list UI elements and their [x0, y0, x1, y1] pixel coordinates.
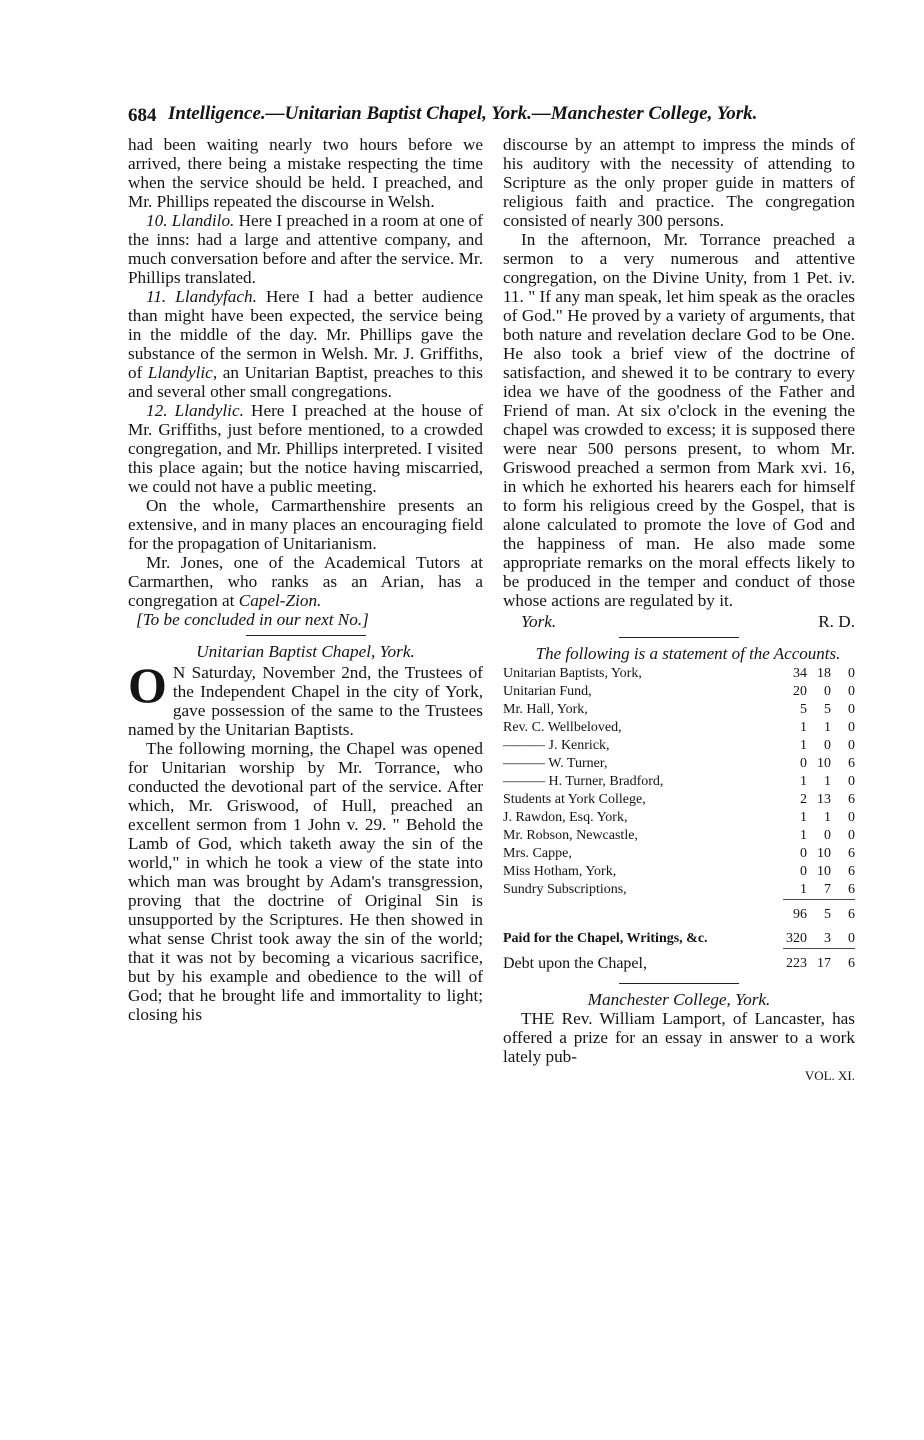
right-column	[503, 135, 855, 1085]
paragraph	[128, 287, 483, 401]
paragraph	[128, 211, 483, 287]
amount-shillings: 10	[817, 846, 831, 861]
account-row	[503, 773, 855, 791]
paragraph	[128, 657, 483, 739]
amount-pounds: 0	[800, 756, 807, 771]
section-divider	[246, 635, 366, 636]
accounts-table	[503, 665, 855, 973]
amount-shillings: 13	[817, 792, 831, 807]
account-row	[503, 863, 855, 881]
amount-pence: 0	[848, 931, 855, 946]
amount-shillings: 7	[824, 882, 831, 897]
amount-pence: 0	[848, 810, 855, 825]
entry-label: 12. Llandylic.	[146, 401, 244, 420]
amount-pounds: 1	[800, 720, 807, 735]
amount-pence: 6	[848, 756, 855, 771]
amount-pounds: 0	[800, 846, 807, 861]
account-name: Debt upon the Chapel,	[503, 954, 647, 972]
account-name: Sundry Subscriptions,	[503, 882, 627, 897]
place-name: Llandylic	[147, 363, 213, 382]
amount-shillings: 1	[824, 810, 831, 825]
account-name: ——— W. Turner,	[503, 756, 608, 771]
amount-pence: 0	[848, 738, 855, 753]
amount-pounds: 34	[793, 666, 807, 681]
account-name: ——— H. Turner, Bradford,	[503, 774, 664, 789]
amount-pence: 6	[831, 900, 855, 925]
amount-shillings: 5	[807, 900, 831, 925]
amount-pounds: 5	[800, 702, 807, 717]
account-row	[503, 665, 855, 683]
account-row	[503, 809, 855, 827]
amount-shillings: 18	[817, 666, 831, 681]
amount-pence: 6	[848, 882, 855, 897]
paragraph: In the afternoon, Mr. Torrance preached a sermon to a very numerous and attentive congregation, on the Divine Unity, from 1 Pet. iv. 11. " If any man speak, let him speak as the oracles of God." He proved by a variety of arguments, that both nature and revelation declare God to be One. He also took a brief view of the doctrine of satisfaction, and shewed it to be contrary to every idea we have of the goodness of the Father and Friend of man. At six o'clock in the evening the chapel was crowded to excess; it is supposed there were near 500 persons present, to whom Mr. Griswood preached a sermon from Mark xvi. 16, in which he exhorted his hearers each for himself to form his religious creed by the Gospel, that is alone calculated to promote the love of God and the happiness of man. He also made some appropriate remarks on the moral effects likely to be produced in the temper and conduct of those whose actions are regulated by it.	[503, 230, 855, 610]
account-name: Mr. Hall, York,	[503, 702, 588, 717]
amount-pounds: 1	[800, 882, 807, 897]
amount-pence: 0	[848, 666, 855, 681]
amount-shillings: 0	[824, 738, 831, 753]
amount-pence: 0	[848, 684, 855, 699]
amount-shillings: 1	[824, 720, 831, 735]
amount-pounds: 1	[800, 738, 807, 753]
account-name: Mrs. Cappe,	[503, 846, 572, 861]
amount-shillings: 17	[807, 949, 831, 974]
accounts-heading: The following is a statement of the Accounts.	[535, 644, 841, 663]
paragraph-text: Mr. Jones, one of the Academical Tutors at Carmarthen, who ranks as an Arian, has a congregation at	[128, 553, 483, 610]
amount-pounds: 320	[786, 931, 807, 946]
amount-pounds: 2	[800, 792, 807, 807]
place-name: Capel-Zion.	[238, 591, 322, 610]
section-title: Unitarian Baptist Chapel, York.	[196, 642, 415, 661]
accounts-paid-row	[503, 924, 855, 949]
account-name: Students at York College,	[503, 792, 646, 807]
amount-pounds: 1	[800, 810, 807, 825]
paragraph: THE Rev. William Lamport, of Lancaster, has offered a prize for an essay in answer to a work lately pub-	[503, 1009, 855, 1066]
amount-pence: 0	[848, 702, 855, 717]
account-row	[503, 845, 855, 863]
account-row	[503, 755, 855, 773]
paragraph-text: Here I had a better audience than might have been expected, the service being in the middle of the day. Mr. Phillips gave the substance of the sermon in Welsh. Mr. J. Griffiths, of	[128, 287, 483, 382]
page-number: 684	[128, 105, 157, 126]
catchword: VOL. XI.	[804, 1068, 855, 1083]
to-be-concluded-note: [To be concluded in our next No.]	[136, 610, 369, 629]
running-header	[128, 99, 852, 135]
paragraph-text: Here I preached in a room at one of the inns: had a large and attentive company, and much conversation before and after the service. Mr. Phillips translated.	[128, 211, 483, 287]
account-row	[503, 701, 855, 719]
account-row	[503, 881, 855, 900]
signature-place: York.	[521, 612, 557, 631]
amount-pounds: 0	[800, 864, 807, 879]
account-name: J. Rawdon, Esq. York,	[503, 810, 628, 825]
amount-pence: 0	[848, 720, 855, 735]
account-name: Miss Hotham, York,	[503, 864, 617, 879]
paragraph	[128, 553, 483, 610]
account-name: Unitarian Fund,	[503, 684, 592, 699]
amount-pounds: 96	[783, 900, 807, 925]
amount-pence: 6	[848, 846, 855, 861]
account-name: ——— J. Kenrick,	[503, 738, 610, 753]
accounts-debt-row	[503, 949, 855, 974]
amount-pence: 6	[848, 792, 855, 807]
amount-shillings: 1	[824, 774, 831, 789]
amount-shillings: 0	[824, 684, 831, 699]
amount-shillings: 10	[817, 864, 831, 879]
paragraph: discourse by an attempt to impress the minds of his auditory with the necessity of attending to Scripture as the only proper guide in matters of religious faith and practice. The congregation consisted of nearly 300 persons.	[503, 135, 855, 230]
amount-pounds: 1	[800, 828, 807, 843]
account-row	[503, 683, 855, 701]
running-title: Intelligence.—Unitarian Baptist Chapel, York.—Manchester College, York.	[168, 103, 758, 124]
amount-shillings: 10	[817, 756, 831, 771]
signature-initials: R. D.	[818, 612, 855, 631]
section-divider	[619, 637, 739, 638]
amount-shillings: 5	[824, 702, 831, 717]
amount-pounds: 20	[793, 684, 807, 699]
entry-label: 10. Llandilo.	[146, 211, 235, 230]
account-row	[503, 737, 855, 755]
account-row	[503, 827, 855, 845]
accounts-total-row	[503, 900, 855, 925]
account-row	[503, 791, 855, 809]
paragraph-text: N Saturday, November 2nd, the Trustees of the Independent Chapel in the city of York, gave possession of the same to the Trustees named by the Unitarian Baptists.	[128, 663, 483, 739]
account-name: Mr. Robson, Newcastle,	[503, 828, 638, 843]
amount-pence: 6	[831, 949, 855, 974]
section-divider	[619, 983, 739, 984]
account-name: Unitarian Baptists, York,	[503, 666, 642, 681]
paragraph: had been waiting nearly two hours before we arrived, there being a mistake respecting the time when the service should be held. I preached, and Mr. Phillips repeated the discourse in Welsh.	[128, 135, 483, 211]
section-title: Manchester College, York.	[587, 990, 771, 1009]
amount-pounds: 1	[800, 774, 807, 789]
amount-pence: 0	[848, 774, 855, 789]
amount-shillings: 0	[824, 828, 831, 843]
signature-line	[503, 612, 855, 631]
account-row	[503, 719, 855, 737]
paragraph-text: , an Unitarian Baptist, preaches to this and several other small congregations.	[128, 363, 483, 401]
amount-pounds: 223	[783, 949, 807, 974]
paragraph: On the whole, Carmarthenshire presents an extensive, and in many places an encouraging field for the propagation of Unitarianism.	[128, 496, 483, 553]
paragraph	[128, 401, 483, 496]
account-name: Paid for the Chapel, Writings, &c.	[503, 931, 708, 946]
paragraph-text: Here I preached at the house of Mr. Griffiths, just before mentioned, to a crowded congregation, and Mr. Phillips interpreted. I visited this place again; but the notice having miscarried, we could not have a public meeting.	[128, 401, 483, 496]
entry-label: 11. Llandyfach.	[146, 287, 257, 306]
amount-pence: 6	[848, 864, 855, 879]
left-column	[128, 135, 483, 1024]
amount-pence: 0	[848, 828, 855, 843]
account-name: Rev. C. Wellbeloved,	[503, 720, 622, 735]
amount-shillings: 3	[824, 931, 831, 946]
drop-cap: O	[128, 657, 167, 713]
paragraph: The following morning, the Chapel was opened for Unitarian worship by Mr. Torrance, who conducted the devotional part of the service. After which, Mr. Griswood, of Hull, preached an excellent sermon from 1 John v. 29. " Behold the Lamb of God, which taketh away the sin of the world," in which he took a view of the state into which man was brought by Adam's transgression, proving that the doctrine of Original Sin is unsupported by the Scriptures. He then showed in what sense Christ took away the sin of the world; that it was not by becoming a vicarious sacrifice, but by his example and obedience to the will of God; that he brought life and immortality to light; closing his	[128, 739, 483, 1024]
